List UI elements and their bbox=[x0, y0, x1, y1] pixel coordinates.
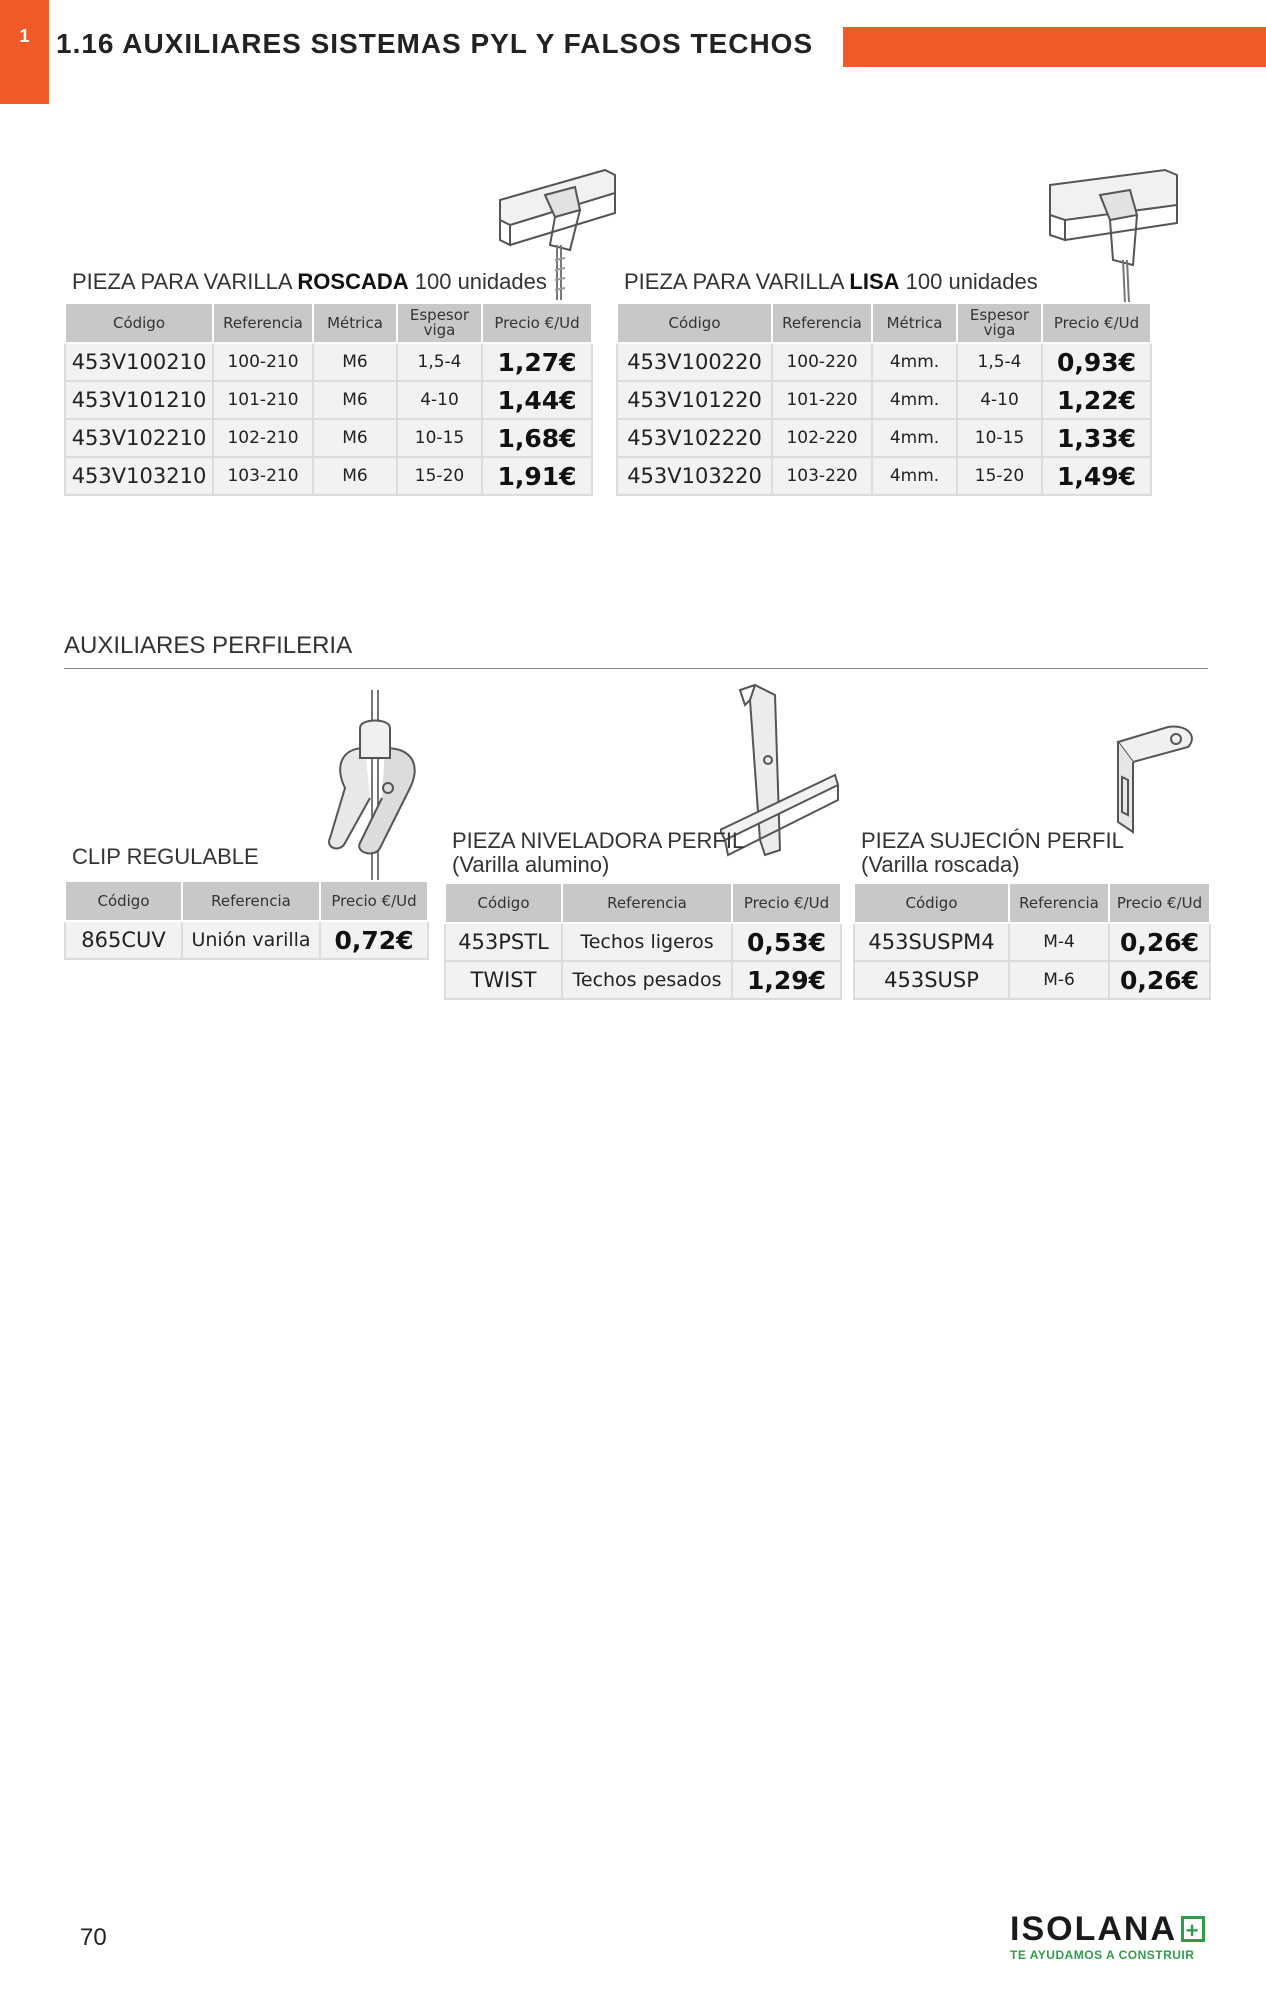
header-codigo: Código bbox=[65, 881, 182, 921]
niveladora-title: PIEZA NIVELADORA PERFIL (Varilla alumino) bbox=[452, 828, 745, 877]
header-referencia: Referencia bbox=[213, 303, 313, 343]
header-referencia: Referencia bbox=[772, 303, 872, 343]
title-accent-bar bbox=[843, 27, 1266, 67]
cell-espesor: 4-10 bbox=[397, 381, 482, 419]
table-row bbox=[617, 419, 1151, 457]
cell-codigo: 453PSTL bbox=[445, 923, 562, 961]
table-row bbox=[65, 343, 592, 381]
clip-illustration bbox=[320, 688, 430, 888]
header-referencia: Referencia bbox=[1009, 883, 1109, 923]
cell-precio: 1,33€ bbox=[1042, 419, 1151, 457]
page-title: 1.16 AUXILIARES SISTEMAS PYL Y FALSOS TECHOS bbox=[56, 28, 814, 59]
cell-precio: 0,26€ bbox=[1109, 923, 1210, 961]
table-row bbox=[617, 343, 1151, 381]
table-row bbox=[445, 923, 841, 961]
cell-metrica: 4mm. bbox=[872, 343, 957, 381]
header-metrica: Métrica bbox=[872, 303, 957, 343]
cell-precio: 1,44€ bbox=[482, 381, 592, 419]
header-referencia: Referencia bbox=[182, 881, 320, 921]
sujecion-illustration bbox=[1108, 722, 1198, 842]
table-row bbox=[65, 381, 592, 419]
cell-codigo: 453V102220 bbox=[617, 419, 772, 457]
cell-espesor: 10-15 bbox=[397, 419, 482, 457]
cell-metrica: 4mm. bbox=[872, 457, 957, 495]
table-header-row bbox=[854, 883, 1210, 923]
cell-referencia: 103-220 bbox=[772, 457, 872, 495]
cell-precio: 0,53€ bbox=[732, 923, 841, 961]
lisa-clamp-illustration bbox=[1045, 165, 1185, 305]
cell-referencia: Techos pesados bbox=[562, 961, 732, 999]
cell-precio: 0,93€ bbox=[1042, 343, 1151, 381]
table-row bbox=[617, 381, 1151, 419]
header-precio: Precio €/Ud bbox=[1042, 303, 1151, 343]
header-codigo: Código bbox=[854, 883, 1009, 923]
sujecion-title: PIEZA SUJECIÓN PERFIL (Varilla roscada) bbox=[861, 828, 1124, 877]
cell-precio: 1,91€ bbox=[482, 457, 592, 495]
cell-precio: 1,22€ bbox=[1042, 381, 1151, 419]
roscada-table bbox=[64, 302, 593, 496]
cell-espesor: 1,5-4 bbox=[397, 343, 482, 381]
cell-codigo: 453V101210 bbox=[65, 381, 213, 419]
roscada-title: PIEZA PARA VARILLA ROSCADA 100 unidades bbox=[72, 269, 547, 294]
cell-referencia: 100-220 bbox=[772, 343, 872, 381]
logo-tagline: TE AYUDAMOS A CONSTRUIR bbox=[1010, 1948, 1195, 1962]
table-row bbox=[65, 419, 592, 457]
cell-codigo: 453SUSP bbox=[854, 961, 1009, 999]
cell-referencia: M-6 bbox=[1009, 961, 1109, 999]
cell-espesor: 15-20 bbox=[397, 457, 482, 495]
cell-referencia: 102-220 bbox=[772, 419, 872, 457]
cell-codigo: 453V101220 bbox=[617, 381, 772, 419]
cell-precio: 0,26€ bbox=[1109, 961, 1210, 999]
sujecion-table bbox=[853, 882, 1211, 1000]
cell-codigo: 865CUV bbox=[65, 921, 182, 959]
cell-referencia: Unión varilla bbox=[182, 921, 320, 959]
table-header-row bbox=[65, 303, 592, 343]
header-referencia: Referencia bbox=[562, 883, 732, 923]
table-row bbox=[617, 457, 1151, 495]
cell-metrica: M6 bbox=[313, 343, 397, 381]
cell-referencia: M-4 bbox=[1009, 923, 1109, 961]
section-divider bbox=[64, 668, 1208, 669]
cell-espesor: 1,5-4 bbox=[957, 343, 1042, 381]
header-espesor: Espesor viga bbox=[957, 303, 1042, 343]
cell-precio: 1,49€ bbox=[1042, 457, 1151, 495]
niveladora-table bbox=[444, 882, 842, 1000]
logo-plus-icon: + bbox=[1181, 1916, 1205, 1942]
lisa-title: PIEZA PARA VARILLA LISA 100 unidades bbox=[624, 269, 1038, 294]
table-row bbox=[445, 961, 841, 999]
lisa-table bbox=[616, 302, 1152, 496]
cell-referencia: 101-210 bbox=[213, 381, 313, 419]
section-title: AUXILIARES PERFILERIA bbox=[64, 632, 353, 659]
table-row bbox=[65, 457, 592, 495]
cell-referencia: 102-210 bbox=[213, 419, 313, 457]
cell-codigo: 453V103210 bbox=[65, 457, 213, 495]
header-codigo: Código bbox=[445, 883, 562, 923]
table-header-row bbox=[617, 303, 1151, 343]
cell-codigo: 453SUSPM4 bbox=[854, 923, 1009, 961]
cell-referencia: 103-210 bbox=[213, 457, 313, 495]
table-header-row bbox=[445, 883, 841, 923]
header-codigo: Código bbox=[617, 303, 772, 343]
cell-espesor: 4-10 bbox=[957, 381, 1042, 419]
header-metrica: Métrica bbox=[313, 303, 397, 343]
header-espesor: Espesor viga bbox=[397, 303, 482, 343]
cell-referencia: 101-220 bbox=[772, 381, 872, 419]
page-number: 70 bbox=[80, 1924, 107, 1951]
table-row bbox=[854, 961, 1210, 999]
cell-metrica: M6 bbox=[313, 457, 397, 495]
header-codigo: Código bbox=[65, 303, 213, 343]
cell-referencia: Techos ligeros bbox=[562, 923, 732, 961]
cell-metrica: 4mm. bbox=[872, 419, 957, 457]
header-precio: Precio €/Ud bbox=[482, 303, 592, 343]
header-precio: Precio €/Ud bbox=[732, 883, 841, 923]
cell-metrica: 4mm. bbox=[872, 381, 957, 419]
cell-precio: 1,27€ bbox=[482, 343, 592, 381]
chapter-tab: 1 bbox=[0, 0, 49, 104]
clip-title: CLIP REGULABLE bbox=[72, 844, 259, 869]
table-header-row bbox=[65, 881, 428, 921]
cell-codigo: 453V100220 bbox=[617, 343, 772, 381]
logo-wordmark: ISOLANA + bbox=[1010, 1912, 1210, 1946]
cell-codigo: 453V100210 bbox=[65, 343, 213, 381]
header-precio: Precio €/Ud bbox=[1109, 883, 1210, 923]
clip-table bbox=[64, 880, 429, 960]
cell-codigo: TWIST bbox=[445, 961, 562, 999]
cell-precio: 1,68€ bbox=[482, 419, 592, 457]
table-row bbox=[854, 923, 1210, 961]
cell-precio: 1,29€ bbox=[732, 961, 841, 999]
cell-precio: 0,72€ bbox=[320, 921, 428, 959]
cell-metrica: M6 bbox=[313, 419, 397, 457]
table-row bbox=[65, 921, 428, 959]
cell-codigo: 453V102210 bbox=[65, 419, 213, 457]
cell-espesor: 10-15 bbox=[957, 419, 1042, 457]
cell-referencia: 100-210 bbox=[213, 343, 313, 381]
brand-logo bbox=[1010, 1912, 1210, 1962]
cell-metrica: M6 bbox=[313, 381, 397, 419]
cell-codigo: 453V103220 bbox=[617, 457, 772, 495]
header-precio: Precio €/Ud bbox=[320, 881, 428, 921]
cell-espesor: 15-20 bbox=[957, 457, 1042, 495]
